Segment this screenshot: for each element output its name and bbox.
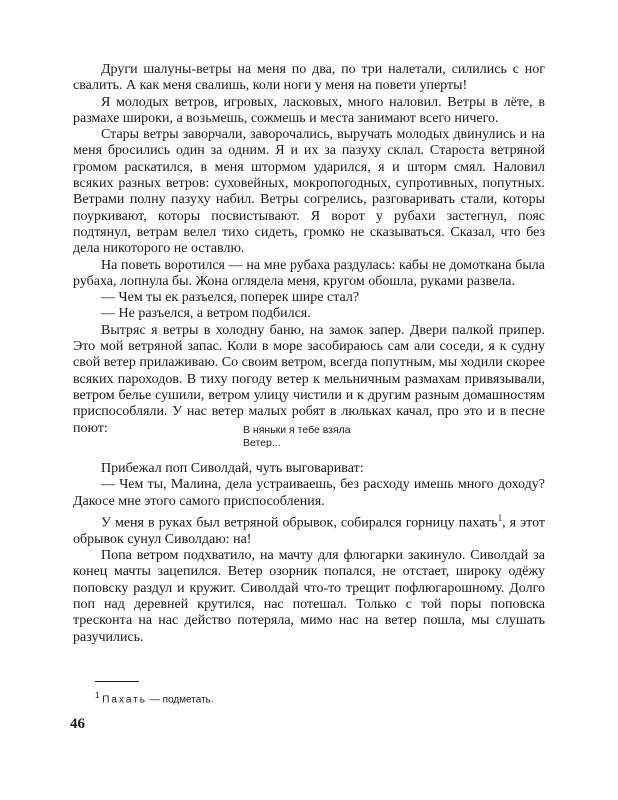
dialogue-line: — Чем ты, Малина, дела устраиваешь, без расходу имешь много доходу? Дакосе мне этого самого приспособления. (73, 477, 545, 509)
paragraph: На поветь воротился — на мне рубаха раздулась: кабы не домоткана была рубаха, лопнула бы. Жона оглядела меня, кругом обошла, руками развела. (73, 257, 545, 289)
footnote-separator (95, 681, 139, 682)
paragraph-text: У меня в руках был ветряной обрывок, собирался горницу пахать (101, 515, 498, 531)
footnote-definition: — подметать. (149, 694, 214, 706)
paragraph: Попа ветром подхватило, на мачту для флюгарки закинуло. Сиволдай за конец мачты зацепился. Ветер озорник попался, не отстает, широку одёжу поповску раздул и кружит. Сиволдай что-то трещит пофлюгарошному. Долго поп над деревней крутился, нас потешал. Только с той поры поповска тресконта на нас действо потеряла, мимо нас на ветер пошла, мы слушать разучились. (73, 548, 545, 645)
paragraph: Други шалуны-ветры на меня по два, по три налетали, силились с ног свалить. А как меня свалишь, коли ноги у меня на повети уперты! (73, 62, 545, 94)
paragraph: Я молодых ветров, игровых, ласковых, много наловил. Ветры в лёте, в размахе широки, а возьмешь, сожмешь и места занимают всего ничего. (73, 94, 545, 126)
verse-line: Ветер... (243, 437, 281, 449)
page-number: 46 (70, 716, 85, 732)
paragraph: Стары ветры заворчали, заворочались, выручать молодых двинулись и на меня бросились один за одним. Я и их за пазуху склал. Староста ветряной громом раскатился, в меня штормом ударился, я и шторм смял. Наловил всяких разных ветров: суховейных, мокропогодных, супротивных, попутных. Ветрами полну пазуху набил. Ветры согрелись, разговаривать стали, которы поуркивают, которы посвистывают. Я ворот у рубахи застегнул, пояс подтянул, ветрам велел тихо сидеть, громко не сказываться. Сказал, что без дела никоторого не оставлю. (73, 127, 545, 257)
dialogue-line: — Чем ты ек разъелся, поперек шире стал? (101, 290, 360, 306)
paragraph-with-footnote (73, 510, 545, 548)
continuation-text-block (73, 461, 545, 646)
paragraph-text: , я этот обрывок сунул Сиволдаю: на! (73, 515, 545, 547)
verse-line: В няньки я тебе взяла (243, 424, 351, 436)
dialogue-line: — Не разъелся, а ветром подбился. (101, 306, 311, 322)
footnote-reference: 1 (497, 512, 503, 523)
paragraph: Вытряс я ветры в холодну баню, на замок запер. Двери палкой припер. Это мой ветряной запас. Коли в море засобираюсь сам али соседи, я к судну свой ветер прилаживаю. Со своим ветром, всегда попутным, мы ходили скорее всяких пароходов. В тиху погоду ветер к мельничным размахам привязывали, ветром белье сушили, ветром улицу чистили и к другим разным домашностям приспособляли. У нас ветер малых робят в люльках качал, про это и в песне поют: (73, 322, 545, 436)
verse-quote (243, 424, 351, 450)
paragraph: Прибежал поп Сиволдай, чуть выговариват: (101, 461, 364, 476)
main-text-block (73, 62, 545, 437)
footnote (95, 690, 214, 706)
footnote-term: Пахать (102, 694, 148, 706)
footnote-marker: 1 (95, 691, 100, 700)
